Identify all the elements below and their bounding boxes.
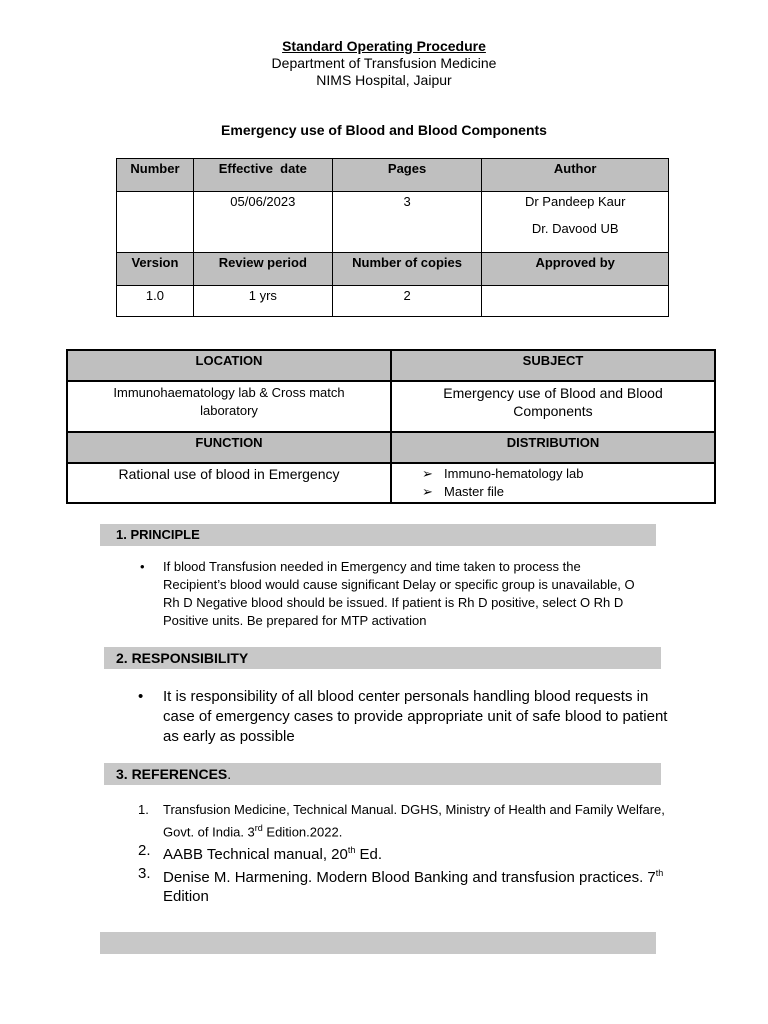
- reference-item: 2. AABB Technical manual, 20th Ed.: [138, 842, 383, 864]
- meta-header-version: Version: [117, 253, 194, 286]
- arrow-bullet-icon: ➢: [422, 484, 433, 499]
- meta-approved-by: [482, 286, 669, 317]
- section-principle-heading: [100, 524, 656, 546]
- document-title: Emergency use of Blood and Blood Components: [221, 122, 547, 138]
- distribution-item: ➢ Immuno-hematology lab: [422, 466, 584, 481]
- meta-header-row: [117, 159, 669, 192]
- reference-item: 1. Transfusion Medicine, Technical Manual. DGHS, Ministry of Health and Family Welfare, Govt. of India. 3rd Edition.2022.: [138, 802, 665, 840]
- references-heading-text: 3. REFERENCES.: [116, 766, 232, 782]
- meta-value-row: [117, 192, 669, 253]
- meta-copies: 2: [332, 286, 482, 317]
- meta-author: [482, 192, 669, 253]
- header-function: FUNCTION: [67, 432, 391, 463]
- meta-pages: 3: [332, 192, 482, 253]
- meta-header-review-period: Review period: [193, 253, 332, 286]
- principle-heading-text: 1. PRINCIPLE: [116, 527, 200, 542]
- scope-value-row-2: [67, 463, 715, 503]
- author-1: Dr Pandeep Kaur: [524, 194, 626, 209]
- header-location: LOCATION: [67, 350, 391, 381]
- subject-value: Emergency use of Blood and Blood Components: [391, 381, 715, 432]
- scope-table: [66, 349, 716, 504]
- section-references-heading: [104, 763, 661, 785]
- meta-header-effective-date: Effective date: [193, 159, 332, 192]
- scope-header-row-2: [67, 432, 715, 463]
- responsibility-text: It is responsibility of all blood center personals handling blood requests in case of emergency cases to provide appropriate unit of safe blood to patient as early as possible: [163, 688, 668, 745]
- reference-item: 3. Denise M. Harmening. Modern Blood Banking and transfusion practices. 7th Edition: [138, 865, 664, 906]
- department-name: Department of Transfusion Medicine: [271, 55, 497, 71]
- bullet-icon: •: [138, 688, 144, 705]
- meta-effective-date: 05/06/2023: [193, 192, 332, 253]
- meta-review-period: 1 yrs: [193, 286, 332, 317]
- meta-header-author: Author: [482, 159, 669, 192]
- document-meta-table: [116, 158, 669, 317]
- header-distribution: DISTRIBUTION: [391, 432, 715, 463]
- scope-value-row: [67, 381, 715, 432]
- responsibility-heading-text: 2. RESPONSIBILITY: [116, 650, 249, 666]
- meta-header-number: Number: [117, 159, 194, 192]
- location-value: Immunohaematology lab & Cross match laboratory: [67, 381, 391, 432]
- meta-number: [117, 192, 194, 253]
- arrow-bullet-icon: ➢: [422, 466, 433, 481]
- meta-version: 1.0: [117, 286, 194, 317]
- meta-header-copies: Number of copies: [332, 253, 482, 286]
- function-value: Rational use of blood in Emergency: [67, 463, 391, 503]
- principle-text: If blood Transfusion needed in Emergency and time taken to process the Recipient’s blood would cause significant Delay or specific group is unavailable, O Rh D Negative blood should be issued. If patient is Rh D positive, select O Rh D Positive units. Be prepared for MTP activation: [163, 559, 635, 628]
- principle-bullet: [140, 558, 640, 630]
- responsibility-bullet: [138, 687, 668, 747]
- next-section-heading-bar: [100, 932, 656, 954]
- distribution-item: ➢ Master file: [422, 484, 504, 499]
- author-2: Dr. Davood UB: [531, 221, 619, 236]
- sop-title: Standard Operating Procedure: [282, 38, 486, 54]
- distribution-list: [391, 463, 715, 503]
- bullet-icon: •: [140, 559, 145, 574]
- meta-header-row-2: [117, 253, 669, 286]
- scope-header-row: [67, 350, 715, 381]
- meta-header-pages: Pages: [332, 159, 482, 192]
- section-responsibility-heading: [104, 647, 661, 669]
- meta-value-row-2: [117, 286, 669, 317]
- references-list: [138, 801, 668, 906]
- meta-header-approved-by: Approved by: [482, 253, 669, 286]
- header-subject: SUBJECT: [391, 350, 715, 381]
- hospital-name: NIMS Hospital, Jaipur: [316, 72, 452, 88]
